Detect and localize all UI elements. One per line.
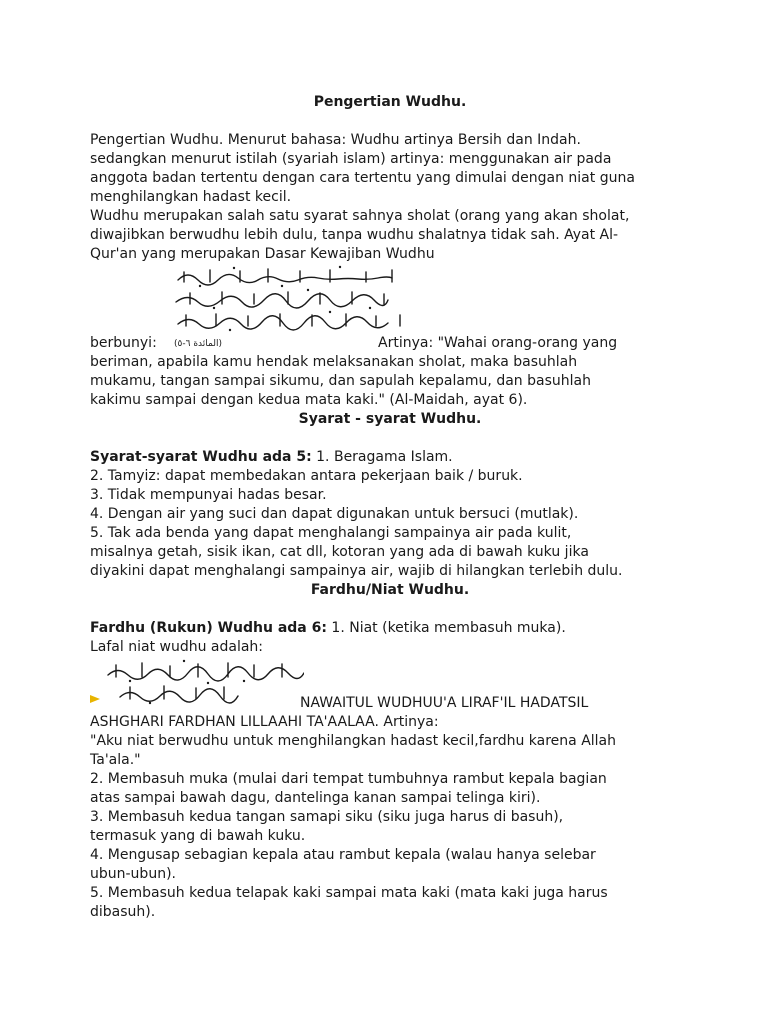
translation-line: mukamu, tangan sampai sikumu, dan sapulah kepalamu, dan basuhlah xyxy=(90,373,591,389)
fardhu-heading: Fardhu/Niat Wudhu. xyxy=(310,582,470,598)
berbunyi-label: berbunyi: xyxy=(90,335,157,351)
quran-verse-image xyxy=(170,264,410,334)
syarat-line: 4. Dengan air yang suci dan dapat digunakan untuk bersuci (mutlak). xyxy=(90,506,579,522)
fardhu-line: Ta'ala." xyxy=(90,752,141,768)
fardhu-line: ubun-ubun). xyxy=(90,866,176,882)
fardhu-line: termasuk yang di bawah kuku. xyxy=(90,828,306,844)
ayat-reference: (المائدة ٦-٥) xyxy=(174,339,222,349)
syarat-line: diyakini dapat menghalangi sampainya air, wajib di hilangkan terlebih dulu. xyxy=(90,563,623,579)
intro-line: diwajibkan berwudhu lebih dulu, tanpa wudhu shalatnya tidak sah. Ayat Al- xyxy=(90,227,619,243)
fardhu-lead-bold: Fardhu (Rukun) Wudhu ada 6: xyxy=(90,620,327,636)
syarat-heading: Syarat - syarat Wudhu. xyxy=(298,411,482,427)
translation-line: kakimu sampai dengan kedua mata kaki." (Al-Maidah, ayat 6). xyxy=(90,392,528,408)
niat-latin-line: NAWAITUL WUDHUU'A LIRAF'IL HADATSIL xyxy=(300,695,589,711)
translation-line: beriman, apabila kamu hendak melaksanakan sholat, maka basuhlah xyxy=(90,354,578,370)
fardhu-lead xyxy=(90,619,690,638)
artinya-label: Artinya: "Wahai orang-orang yang xyxy=(378,335,618,351)
lafal-label: Lafal niat wudhu adalah: xyxy=(90,639,264,655)
arabic-calligraphy-icon xyxy=(170,264,410,334)
syarat-line: 5. Tak ada benda yang dapat menghalangi sampainya air pada kulit, xyxy=(90,525,572,541)
syarat-line: misalnya getah, sisik ikan, cat dll, kotoran yang ada di bawah kuku jika xyxy=(90,544,589,560)
intro-line: anggota badan tertentu dengan cara tertentu yang dimulai dengan niat guna xyxy=(90,170,635,186)
intro-line: Qur'an yang merupakan Dasar Kewajiban Wudhu xyxy=(90,246,435,262)
syarat-lead xyxy=(90,448,690,467)
fardhu-line: 4. Mengusap sebagian kepala atau rambut kepala (walau hanya selebar xyxy=(90,847,596,863)
fardhu-line: 3. Membasuh kedua tangan samapi siku (siku juga harus di basuh), xyxy=(90,809,564,825)
fardhu-line: dibasuh). xyxy=(90,904,156,920)
page-title: Pengertian Wudhu. xyxy=(313,94,467,110)
intro-line: Wudhu merupakan salah satu syarat sahnya sholat (orang yang akan sholat, xyxy=(90,208,630,224)
fardhu-line: atas sampai bawah dagu, dantelinga kanan sampai telinga kiri). xyxy=(90,790,541,806)
intro-line: menghilangkan hadast kecil. xyxy=(90,189,292,205)
arrow-icon xyxy=(90,695,100,703)
intro-line: sedangkan menurut istilah (syariah islam) artinya: menggunakan air pada xyxy=(90,151,612,167)
syarat-lead-bold: Syarat-syarat Wudhu ada 5: xyxy=(90,449,312,465)
fardhu-line: "Aku niat berwudhu untuk menghilangkan hadast kecil,fardhu karena Allah xyxy=(90,733,617,749)
fardhu-line: 5. Membasuh kedua telapak kaki sampai mata kaki (mata kaki juga harus xyxy=(90,885,608,901)
syarat-line: 3. Tidak mempunyai hadas besar. xyxy=(90,487,327,503)
fardhu-lead-rest: 1. Niat (ketika membasuh muka). xyxy=(326,620,566,636)
fardhu-line: ASHGHARI FARDHAN LILLAAHI TA'AALAA. Artinya: xyxy=(90,714,439,730)
intro-line: Pengertian Wudhu. Menurut bahasa: Wudhu artinya Bersih dan Indah. xyxy=(90,132,581,148)
fardhu-line: 2. Membasuh muka (mulai dari tempat tumbuhnya rambut kepala bagian xyxy=(90,771,607,787)
niat-arabic-image xyxy=(90,657,589,713)
syarat-line: 2. Tamyiz: dapat membedakan antara pekerjaan baik / buruk. xyxy=(90,468,523,484)
niat-calligraphy-icon xyxy=(104,657,304,707)
document-page xyxy=(90,93,690,922)
syarat-lead-rest: 1. Beragama Islam. xyxy=(311,449,453,465)
